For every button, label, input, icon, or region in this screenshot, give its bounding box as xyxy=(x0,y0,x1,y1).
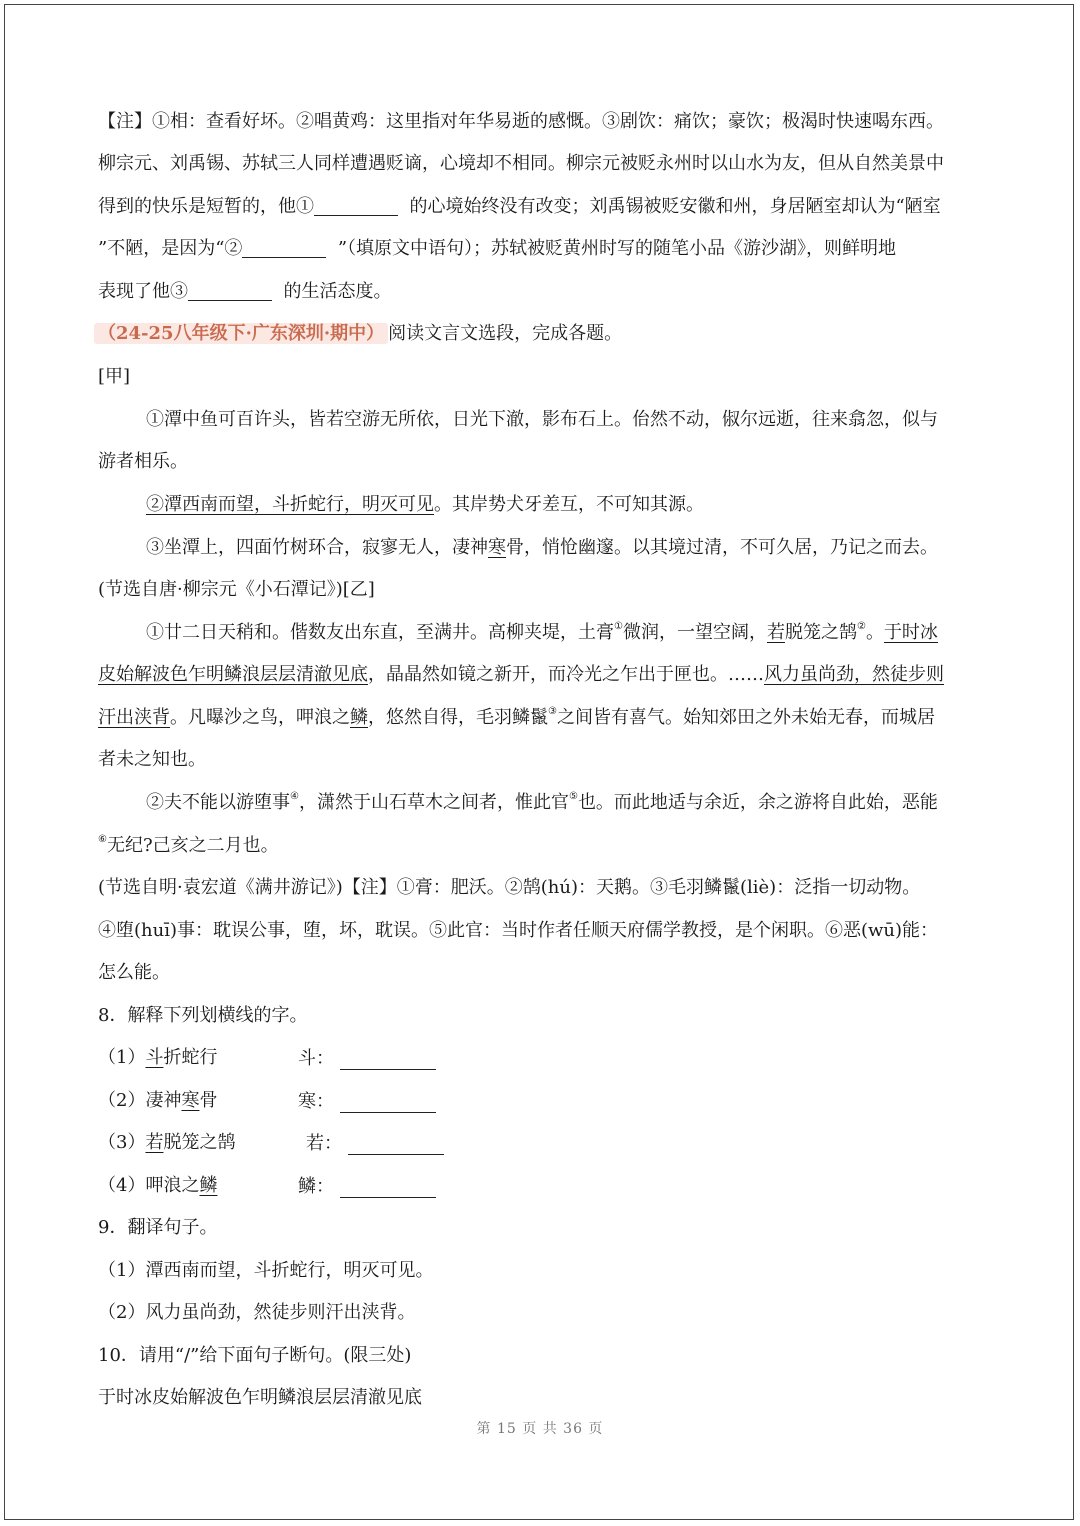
note-line-3: 得到的快乐是短暂的，他① 的心境始终没有改变；刘禹锡被贬安徽和州，身居陋室却认为“陋室 xyxy=(98,196,941,217)
jia-p3: ③坐潭上，四面竹树环合，寂寥无人，凄神寒骨，悄怆幽邃。以其境过清，不可久居，乃记之而去。 xyxy=(146,537,938,558)
note-line-4: ”不陋，是因为“② ”（填原文中语句）；苏轼被贬黄州时写的随笔小品《游沙湖》，则鲜明地 xyxy=(98,238,897,259)
notes-line-3: 怎么能。 xyxy=(98,962,170,983)
q8-item-3: （3）若脱笼之鹄 xyxy=(98,1132,236,1153)
q8-answer-3: 若： xyxy=(306,1129,444,1155)
notes-line-2: ④堕(huī)事：耽误公事，堕，坏，耽误。⑤此官：当时作者任顺天府儒学教授，是个闲职。⑥恶(wū)能： xyxy=(98,920,939,941)
jia-source: (节选自唐·柳宗元《小石潭记》)[乙] xyxy=(98,579,375,600)
answer-line[interactable] xyxy=(340,1049,436,1070)
q8-answer-2: 寒： xyxy=(298,1087,436,1113)
section-header xyxy=(98,322,622,346)
q9-title: 9．翻译句子。 xyxy=(98,1217,218,1238)
q8-item-4: （4）呷浪之鳞 xyxy=(98,1175,218,1196)
blank-1[interactable] xyxy=(314,197,398,216)
jia-p1-line1: ①潭中鱼可百许头，皆若空游无所依，日光下澈，影布石上。佁然不动，俶尔远逝，往来翕忽，似与 xyxy=(146,409,938,430)
yi-p1-line4: 者未之知也。 xyxy=(98,749,206,770)
note-line-5: 表现了他③ 的生活态度。 xyxy=(98,281,392,302)
yi-p1-line2: 皮始解波色乍明鳞浪层层清澈见底，晶晶然如镜之新开，而冷光之乍出于匣也。……风力虽尚劲，然徒步则 xyxy=(98,664,944,685)
yi-p2-line2: ⑥无纪?己亥之二月也。 xyxy=(98,834,279,856)
jia-label: [甲] xyxy=(98,366,131,387)
note-line-1: 【注】①相：查看好坏。②唱黄鸡：这里指对年华易逝的感慨。③剧饮：痛饮；豪饮；极渴时快速喝东西。 xyxy=(98,111,944,132)
blank-2[interactable] xyxy=(242,239,326,258)
answer-line[interactable] xyxy=(340,1177,436,1198)
yi-p1-line1: ①廿二日天稍和。偕数友出东直，至满井。高柳夹堤，土膏①微润，一望空阔，若脱笼之鹄②。于时冰 xyxy=(146,621,938,643)
q10-sentence: 于时冰皮始解波色乍明鳞浪层层清澈见底 xyxy=(98,1387,422,1408)
jia-p2: ②潭西南而望，斗折蛇行，明灭可见。其岸势犬牙差互，不可知其源。 xyxy=(146,494,704,515)
yi-p2-line1: ②夫不能以游堕事④，潇然于山石草木之间者，惟此官⑤也。而此地适与余近，余之游将自此始，恶能 xyxy=(146,791,938,813)
note-line-2: 柳宗元、刘禹锡、苏轼三人同样遭遇贬谪，心境却不相同。柳宗元被贬永州时以山水为友，但从自然美景中 xyxy=(98,153,944,174)
q8-item-1: （1）斗折蛇行 xyxy=(98,1047,218,1068)
source-tag: （24-25八年级下·广东深圳·期中） xyxy=(94,323,388,344)
q8-answer-1: 斗： xyxy=(298,1044,436,1070)
notes-line-1: (节选自明·袁宏道《满井游记》)【注】①膏：肥沃。②鹄(hú)：天鹅。③毛羽鳞鬣(liè)：泛指一切动物。 xyxy=(98,877,921,898)
yi-p1-line3: 汗出浃背。凡曝沙之鸟，呷浪之鳞，悠然自得，毛羽鳞鬣③之间皆有喜气。始知郊田之外未始无春，而城居 xyxy=(98,706,935,728)
q8-item-2: （2）凄神寒骨 xyxy=(98,1090,218,1111)
q8-answer-4: 鳞： xyxy=(298,1172,436,1198)
q10-title: 10．请用“/”给下面句子断句。(限三处) xyxy=(98,1345,412,1366)
q8-title: 8．解释下列划横线的字。 xyxy=(98,1005,308,1026)
page-footer: 第 15 页 共 36 页 xyxy=(476,1421,604,1437)
blank-3[interactable] xyxy=(188,282,272,301)
q9-sentence-1: （1）潭西南而望，斗折蛇行，明灭可见。 xyxy=(98,1260,434,1281)
answer-line[interactable] xyxy=(340,1092,436,1113)
section-instruction: 阅读文言文选段，完成各题。 xyxy=(388,323,623,344)
jia-p1-line2: 游者相乐。 xyxy=(98,451,188,472)
q9-sentence-2: （2）风力虽尚劲，然徒步则汗出浃背。 xyxy=(98,1302,416,1323)
answer-line[interactable] xyxy=(348,1134,444,1155)
